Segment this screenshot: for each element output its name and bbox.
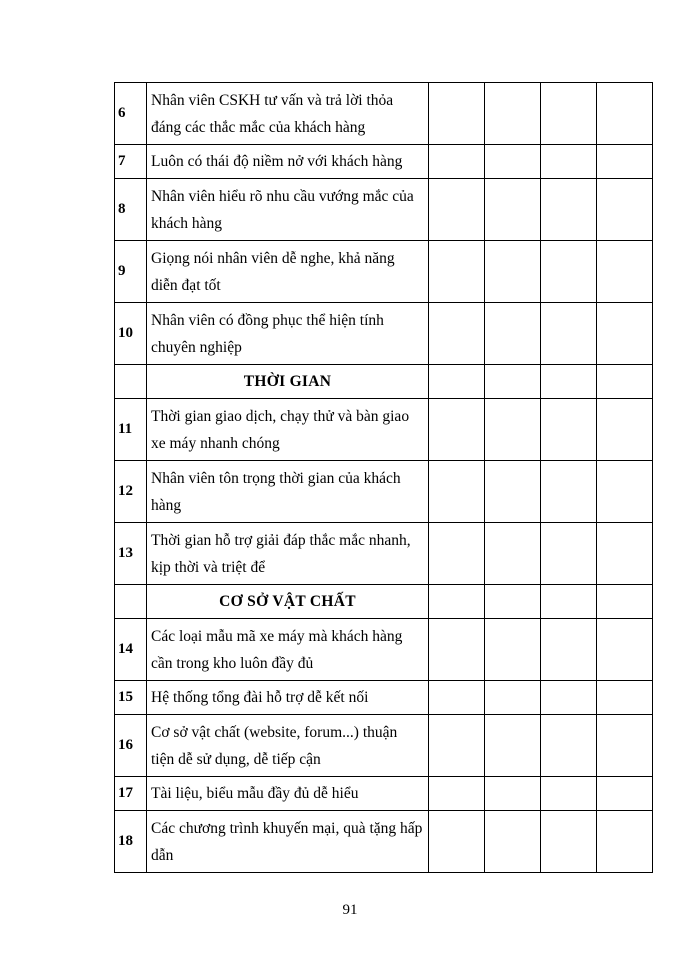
item-text: Luôn có thái độ niềm nở với khách hàng	[147, 145, 429, 179]
item-number: 18	[115, 811, 147, 873]
rating-cell	[485, 365, 541, 399]
item-number: 14	[115, 619, 147, 681]
item-number: 13	[115, 523, 147, 585]
rating-cell	[429, 619, 485, 681]
item-text: Thời gian hỗ trợ giải đáp thắc mắc nhanh, kịp thời và triệt để	[147, 523, 429, 585]
rating-cell	[485, 179, 541, 241]
rating-cell	[597, 681, 653, 715]
rating-cell	[485, 303, 541, 365]
rating-cell	[541, 179, 597, 241]
rating-cell	[541, 145, 597, 179]
rating-cell	[541, 681, 597, 715]
rating-cell	[541, 303, 597, 365]
item-text: Nhân viên có đồng phục thể hiện tính chuyên nghiệp	[147, 303, 429, 365]
rating-cell	[597, 83, 653, 145]
item-text: Các chương trình khuyến mại, quà tặng hấp dẫn	[147, 811, 429, 873]
table-row	[115, 241, 653, 303]
rating-cell	[429, 523, 485, 585]
item-text: Tài liệu, biểu mẫu đầy đủ dễ hiểu	[147, 777, 429, 811]
item-number: 16	[115, 715, 147, 777]
rating-cell	[541, 399, 597, 461]
rating-cell	[429, 811, 485, 873]
rating-cell	[597, 715, 653, 777]
item-number: 12	[115, 461, 147, 523]
rating-cell	[485, 715, 541, 777]
rating-cell	[429, 461, 485, 523]
rating-cell	[541, 241, 597, 303]
table-row	[115, 83, 653, 145]
rating-cell	[429, 681, 485, 715]
table-row	[115, 681, 653, 715]
item-number: 10	[115, 303, 147, 365]
rating-cell	[429, 83, 485, 145]
rating-cell	[485, 619, 541, 681]
rating-cell	[597, 145, 653, 179]
rating-cell	[485, 585, 541, 619]
rating-cell	[485, 681, 541, 715]
item-number: 15	[115, 681, 147, 715]
item-number: 11	[115, 399, 147, 461]
rating-cell	[429, 777, 485, 811]
rating-cell	[485, 461, 541, 523]
rating-cell	[429, 241, 485, 303]
table-row	[115, 811, 653, 873]
rating-cell	[485, 241, 541, 303]
rating-cell	[485, 83, 541, 145]
item-number: 9	[115, 241, 147, 303]
item-number: 8	[115, 179, 147, 241]
rating-cell	[597, 241, 653, 303]
empty-cell	[115, 365, 147, 399]
rating-cell	[597, 777, 653, 811]
table-row	[115, 145, 653, 179]
table-row	[115, 399, 653, 461]
rating-cell	[429, 585, 485, 619]
page-number: 91	[342, 902, 358, 918]
table-row	[115, 777, 653, 811]
item-text: Nhân viên CSKH tư vấn và trả lời thỏa đáng các thắc mắc của khách hàng	[147, 83, 429, 145]
rating-cell	[429, 179, 485, 241]
rating-cell	[541, 585, 597, 619]
item-text: Nhân viên tôn trọng thời gian của khách hàng	[147, 461, 429, 523]
rating-cell	[541, 461, 597, 523]
rating-cell	[597, 811, 653, 873]
item-text: Cơ sở vật chất (website, forum...) thuận tiện dễ sử dụng, dễ tiếp cận	[147, 715, 429, 777]
rating-cell	[597, 179, 653, 241]
rating-cell	[429, 715, 485, 777]
rating-cell	[429, 365, 485, 399]
rating-cell	[429, 303, 485, 365]
rating-cell	[597, 399, 653, 461]
rating-cell	[541, 619, 597, 681]
rating-cell	[485, 777, 541, 811]
item-text: Nhân viên hiểu rõ nhu cầu vướng mắc của khách hàng	[147, 179, 429, 241]
rating-cell	[597, 461, 653, 523]
item-number: 17	[115, 777, 147, 811]
rating-cell	[541, 83, 597, 145]
section-title: THỜI GIAN	[147, 365, 429, 399]
table-row	[115, 179, 653, 241]
item-text: Thời gian giao dịch, chạy thử và bàn giao xe máy nhanh chóng	[147, 399, 429, 461]
section-title: CƠ SỞ VẬT CHẤT	[147, 585, 429, 619]
rating-cell	[597, 303, 653, 365]
item-number: 6	[115, 83, 147, 145]
rating-cell	[541, 523, 597, 585]
table-row	[115, 461, 653, 523]
section-row-co-so-vat-chat	[115, 585, 653, 619]
rating-cell	[541, 715, 597, 777]
item-text: Hệ thống tổng đài hỗ trợ dễ kết nối	[147, 681, 429, 715]
rating-cell	[541, 811, 597, 873]
rating-cell	[597, 523, 653, 585]
rating-cell	[429, 145, 485, 179]
rating-cell	[541, 777, 597, 811]
table-row	[115, 523, 653, 585]
empty-cell	[115, 585, 147, 619]
rating-cell	[597, 585, 653, 619]
rating-cell	[541, 365, 597, 399]
table-row	[115, 303, 653, 365]
rating-cell	[485, 399, 541, 461]
table-row	[115, 619, 653, 681]
item-text: Giọng nói nhân viên dễ nghe, khả năng diễn đạt tốt	[147, 241, 429, 303]
section-row-thoi-gian	[115, 365, 653, 399]
rating-cell	[485, 811, 541, 873]
table-row	[115, 715, 653, 777]
rating-cell	[485, 523, 541, 585]
rating-cell	[485, 145, 541, 179]
rating-cell	[429, 399, 485, 461]
item-number: 7	[115, 145, 147, 179]
item-text: Các loại mẫu mã xe máy mà khách hàng cần trong kho luôn đầy đủ	[147, 619, 429, 681]
survey-table	[114, 82, 653, 873]
rating-cell	[597, 365, 653, 399]
rating-cell	[597, 619, 653, 681]
